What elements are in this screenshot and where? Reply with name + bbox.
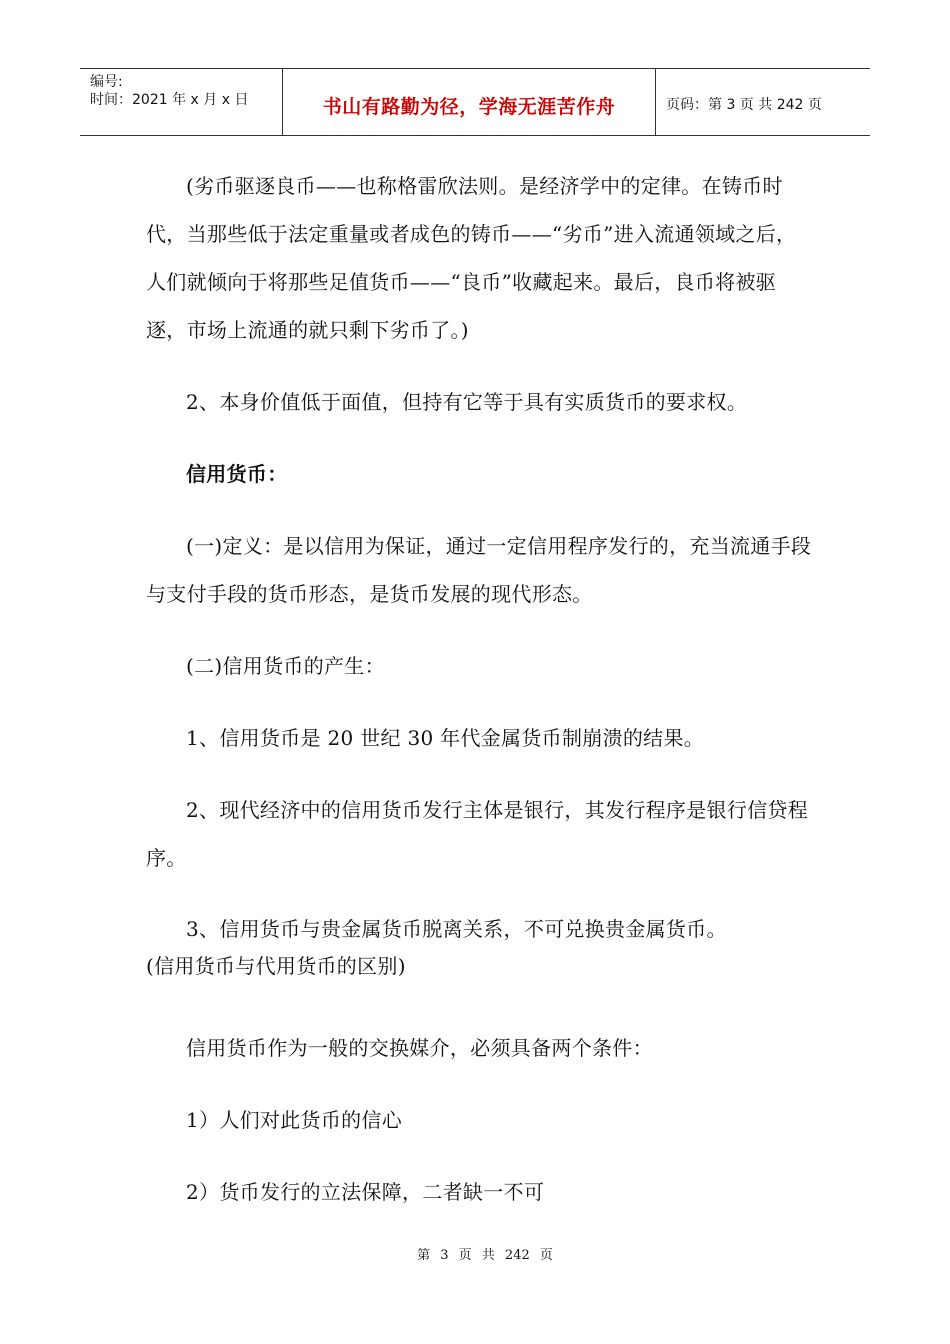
document-date: 时间：2021 年 x 月 x 日 xyxy=(90,92,249,108)
paragraph-origin-heading: (二)信用货币的产生： xyxy=(186,654,385,678)
paragraph-definition: (一)定义：是以信用为保证，通过一定信用程序发行的，充当流通手段与支付手段的货币形态，是货币发展的现代形态。 xyxy=(146,534,812,606)
header-motto-cell xyxy=(282,69,656,135)
header-page-info: 页码：第 3 页 共 242 页 xyxy=(666,97,822,113)
header-page-info-cell xyxy=(656,69,870,135)
paragraph-origin-1: 1、信用货币是 20 世纪 30 年代金属货币制崩溃的结果。 xyxy=(186,726,705,750)
paragraph-origin-2: 2、现代经济中的信用货币发行主体是银行，其发行程序是银行信贷程序。 xyxy=(146,798,809,870)
document-body xyxy=(146,162,816,1240)
paragraph-distinction-note: (信用货币与代用货币的区别) xyxy=(146,954,406,978)
paragraph-origin-3: 3、信用货币与贵金属货币脱离关系，不可兑换贵金属货币。 xyxy=(186,917,727,941)
page-header xyxy=(80,68,870,136)
paragraph-point-2: 2、本身价值低于面值，但持有它等于具有实质货币的要求权。 xyxy=(186,390,748,414)
header-meta xyxy=(80,69,282,135)
section-heading-credit-money: 信用货币： xyxy=(186,462,288,486)
page-footer: 第 3 页 共 242 页 xyxy=(417,1248,553,1263)
list-item-condition-2: 2）货币发行的立法保障，二者缺一不可 xyxy=(186,1180,545,1204)
header-motto: 书山有路勤为径，学海无涯苦作舟 xyxy=(322,95,616,118)
document-number-label: 编号: xyxy=(90,74,123,90)
paragraph-gresham-law: (劣币驱逐良币——也称格雷欣法则。是经济学中的定律。在铸币时代，当那些低于法定重量或者成色的铸币——“劣币”进入流通领域之后，人们就倾向于将那些足值货币——“良币”收藏起来。最后，良币将被驱逐，市场上流通的就只剩下劣币了。) xyxy=(146,174,797,342)
paragraph-conditions: 信用货币作为一般的交换媒介，必须具备两个条件： xyxy=(186,1036,653,1060)
list-item-condition-1: 1）人们对此货币的信心 xyxy=(186,1108,403,1132)
